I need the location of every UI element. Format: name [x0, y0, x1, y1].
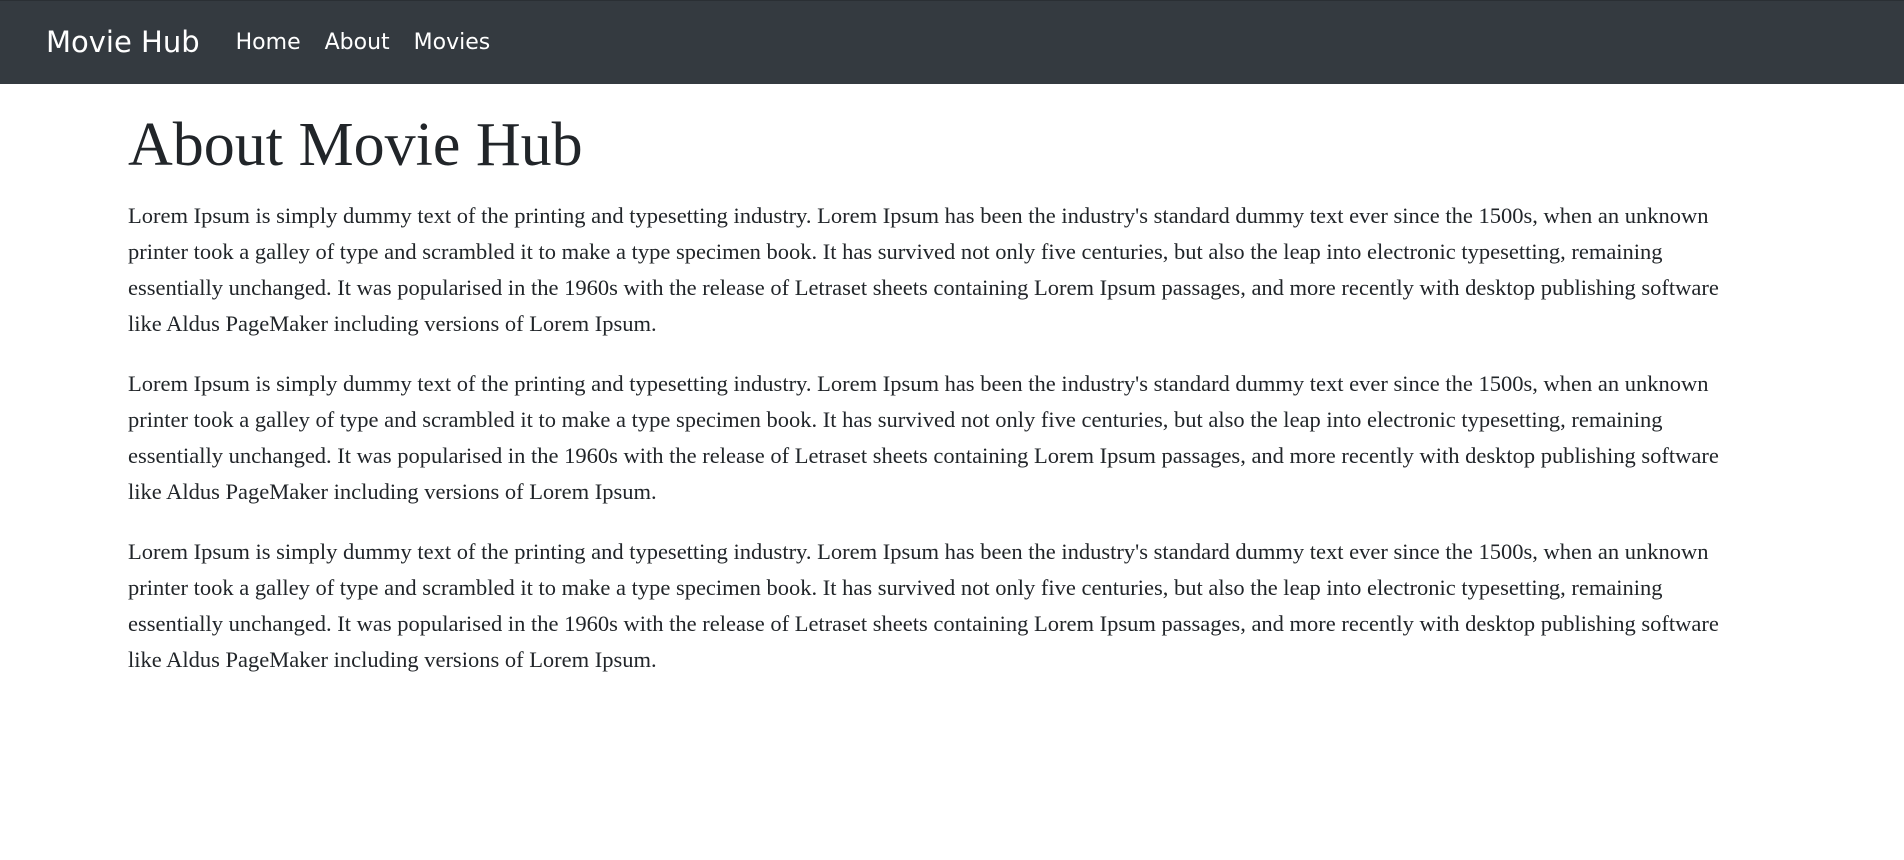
about-paragraph-3: Lorem Ipsum is simply dummy text of the printing and typesetting industry. Lorem Ipsum has been the industry's standard dummy text ever since the 1500s, when an unknown printer took a galley of type and scrambled it to make a type specimen book. It has survived not only five centuries, but also the leap into electronic typesetting, remaining essentially unchanged. It was popularised in the 1960s with the release of Letraset sheets containing Lorem Ipsum passages, and more recently with desktop publishing software like Aldus PageMaker including versions of Lorem Ipsum. — [128, 539, 1719, 672]
main-content — [0, 111, 1904, 678]
nav-link-movies[interactable]: Movies — [413, 29, 491, 55]
about-paragraph-2: Lorem Ipsum is simply dummy text of the printing and typesetting industry. Lorem Ipsum has been the industry's standard dummy text ever since the 1500s, when an unknown printer took a galley of type and scrambled it to make a type specimen book. It has survived not only five centuries, but also the leap into electronic typesetting, remaining essentially unchanged. It was popularised in the 1960s with the release of Letraset sheets containing Lorem Ipsum passages, and more recently with desktop publishing software like Aldus PageMaker including versions of Lorem Ipsum. — [128, 371, 1719, 504]
navbar — [0, 0, 1904, 84]
nav-links — [235, 29, 515, 55]
about-paragraph-1: Lorem Ipsum is simply dummy text of the printing and typesetting industry. Lorem Ipsum has been the industry's standard dummy text ever since the 1500s, when an unknown printer took a galley of type and scrambled it to make a type specimen book. It has survived not only five centuries, but also the leap into electronic typesetting, remaining essentially unchanged. It was popularised in the 1960s with the release of Letraset sheets containing Lorem Ipsum passages, and more recently with desktop publishing software like Aldus PageMaker including versions of Lorem Ipsum. — [128, 203, 1719, 336]
page-title: About Movie Hub — [128, 111, 583, 179]
nav-link-about[interactable]: About — [324, 29, 390, 55]
brand-link[interactable]: Movie Hub — [46, 25, 200, 59]
nav-link-home[interactable]: Home — [235, 29, 301, 55]
